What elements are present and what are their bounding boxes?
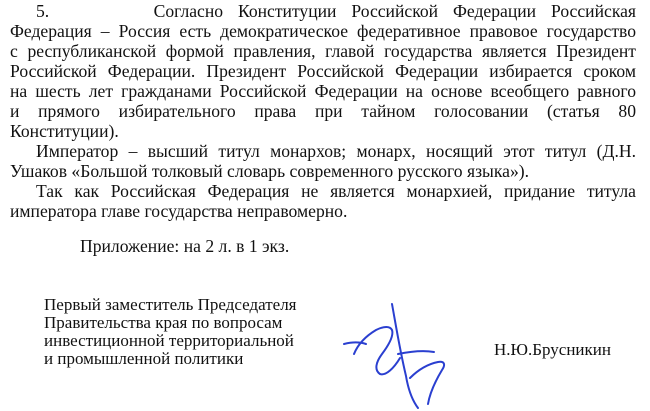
text-line: Император – высший титул монархов; монарх, носящий этот титул (Д.Н.	[36, 141, 636, 161]
paragraph-emperor-definition	[10, 141, 636, 181]
text-line: на шесть лет гражданами Российской Федерации на основе всеобщего равного	[10, 81, 636, 101]
signature-stroke	[344, 343, 366, 345]
signature-stroke	[392, 304, 418, 408]
text-line: 5. Согласно Конституции Российской Федерации Российская	[36, 1, 636, 21]
paragraph-conclusion	[10, 181, 636, 221]
position-line: Правительства края по вопросам	[44, 313, 283, 332]
signer-name: Н.Ю.Брусникин	[494, 340, 611, 359]
text-line: Федерация – Россия есть демократическое федеративное правовое государство	[10, 21, 636, 41]
signature-stroke	[398, 351, 434, 354]
text-line: императора главе государства неправомерно.	[10, 201, 348, 221]
text-line: с республиканской формой правления, главой государства является Президент	[10, 41, 636, 61]
signature-stroke	[410, 362, 444, 404]
text-line: Так как Российская Федерация не является монархией, придание титула	[36, 181, 636, 201]
text-line: и прямого избирательного права при тайном голосовании (статья 80	[10, 101, 636, 121]
signer-position	[44, 296, 297, 368]
text-line: Российской Федерации. Президент Российской Федерации избирается сроком	[10, 61, 636, 81]
position-line: инвестиционной территориальной	[44, 331, 294, 350]
text-line: Ушаков «Большой толковый словарь современного русского языка»).	[10, 161, 530, 181]
signature-stroke	[354, 327, 400, 374]
position-line: и промышленной политики	[44, 349, 244, 368]
position-line: Первый заместитель Председателя	[44, 295, 297, 314]
handwritten-signature	[336, 296, 456, 411]
text-line: Конституции).	[10, 121, 119, 141]
attachment-note: Приложение: на 2 л. в 1 экз.	[80, 236, 290, 256]
paragraph-item-5	[10, 1, 636, 141]
